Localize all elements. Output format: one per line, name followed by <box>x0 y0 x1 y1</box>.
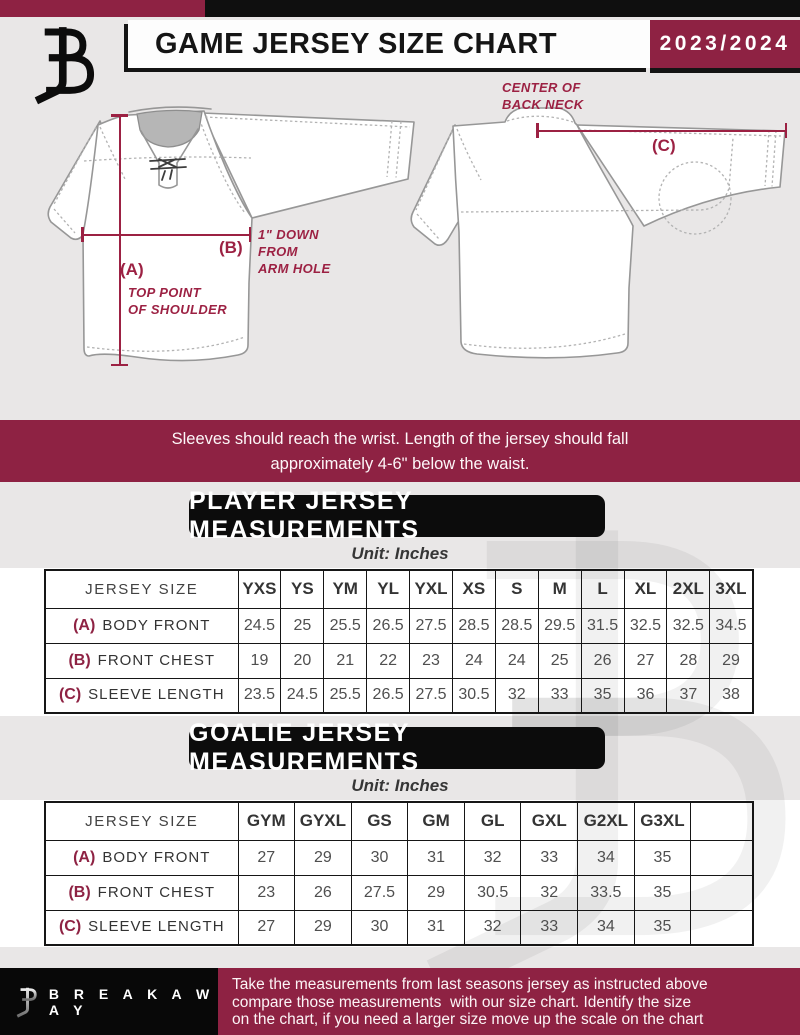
size-value-cell: 31 <box>408 910 465 945</box>
size-value-cell: 34 <box>578 840 635 875</box>
size-value-cell: 23.5 <box>238 678 281 713</box>
player-section-title: PLAYER JERSEY MEASUREMENTS <box>189 495 605 537</box>
goalie-unit-label: Unit: Inches <box>351 776 449 795</box>
player-size-table <box>44 569 754 714</box>
size-value-cell: 24 <box>495 643 538 678</box>
size-value-cell: 26.5 <box>367 608 410 643</box>
size-column-header: YXL <box>410 570 453 608</box>
row-label-text: SLEEVE LENGTH <box>88 918 225 936</box>
row-label <box>45 910 238 945</box>
size-column-header: 3XL <box>710 570 753 608</box>
footer-brand-block <box>0 968 218 1035</box>
size-column-header: G2XL <box>578 802 635 840</box>
size-value-cell: 26 <box>295 875 352 910</box>
measure-line-a-cap-top <box>111 114 128 117</box>
size-value-cell: 27.5 <box>410 678 453 713</box>
size-column-header: GXL <box>521 802 578 840</box>
page-title: GAME JERSEY SIZE CHART <box>128 20 650 68</box>
size-value-cell: 27 <box>238 840 295 875</box>
goalie-section-title: GOALIE JERSEY MEASUREMENTS <box>189 727 605 769</box>
label-a: (A) <box>120 260 144 279</box>
size-column-header: GS <box>351 802 408 840</box>
size-column-header: YL <box>367 570 410 608</box>
row-label-text: BODY FRONT <box>102 848 211 866</box>
size-value-cell: 25.5 <box>324 608 367 643</box>
table-header-row <box>45 802 753 840</box>
table-row <box>45 608 753 643</box>
measure-line-a <box>119 115 122 365</box>
size-column-header: GYM <box>238 802 295 840</box>
footer-line2: compare those measurements with our size chart. Identify the size <box>232 993 692 1011</box>
size-value-cell: 33 <box>521 910 578 945</box>
player-unit-label: Unit: Inches <box>351 544 449 563</box>
breakaway-b-footer-icon <box>13 981 40 1023</box>
size-header-label: JERSEY SIZE <box>45 570 238 608</box>
size-value-cell: 27 <box>238 910 295 945</box>
size-value-cell: 26 <box>581 643 624 678</box>
header-maroon-strip <box>0 0 205 17</box>
row-label <box>45 875 238 910</box>
empty-column-cell <box>691 802 753 840</box>
size-value-cell: 32 <box>464 840 521 875</box>
size-column-header: YXS <box>238 570 281 608</box>
size-value-cell: 27 <box>624 643 667 678</box>
row-label <box>45 840 238 875</box>
table-row <box>45 875 753 910</box>
size-column-header: L <box>581 570 624 608</box>
row-key: (C) <box>58 918 82 936</box>
breakaway-b-logo-icon <box>20 23 100 105</box>
empty-column-cell <box>691 875 753 910</box>
size-value-cell: 30.5 <box>464 875 521 910</box>
size-value-cell: 29 <box>295 840 352 875</box>
size-value-cell: 24 <box>452 643 495 678</box>
label-b: (B) <box>219 238 243 257</box>
back-neck-note: CENTER OF BACK NECK <box>502 80 584 112</box>
front-jersey-diagram <box>40 103 420 370</box>
size-value-cell: 32 <box>464 910 521 945</box>
size-value-cell: 23 <box>410 643 453 678</box>
row-label-text: FRONT CHEST <box>97 883 216 901</box>
measure-line-c-cap-left <box>536 123 539 138</box>
size-column-header: YS <box>281 570 324 608</box>
size-column-header: XL <box>624 570 667 608</box>
size-value-cell: 34 <box>578 910 635 945</box>
size-column-header: 2XL <box>667 570 710 608</box>
row-label <box>45 678 238 713</box>
row-label <box>45 608 238 643</box>
table-row <box>45 840 753 875</box>
measure-line-c-cap-right <box>785 123 788 138</box>
empty-column-cell <box>691 910 753 945</box>
size-value-cell: 19 <box>238 643 281 678</box>
size-value-cell: 30 <box>351 840 408 875</box>
size-column-header: GM <box>408 802 465 840</box>
measure-line-a-cap-bottom <box>111 364 128 367</box>
size-value-cell: 21 <box>324 643 367 678</box>
brand-wordmark: B R E A K A W A Y <box>48 985 215 1018</box>
row-key: (C) <box>58 686 82 704</box>
size-value-cell: 36 <box>624 678 667 713</box>
row-key: (B) <box>68 651 91 669</box>
row-key: (A) <box>73 616 96 634</box>
measure-line-b <box>82 234 250 237</box>
size-value-cell: 28 <box>667 643 710 678</box>
size-value-cell: 25 <box>281 608 324 643</box>
size-value-cell: 24.5 <box>281 678 324 713</box>
size-value-cell: 32 <box>521 875 578 910</box>
shoulder-note: TOP POINT OF SHOULDER <box>128 285 228 317</box>
armhole-note: 1" DOWN FROM ARM HOLE <box>258 227 331 276</box>
size-value-cell: 28.5 <box>495 608 538 643</box>
fit-notice-banner <box>0 420 800 482</box>
size-value-cell: 23 <box>238 875 295 910</box>
row-key: (B) <box>68 883 91 901</box>
size-value-cell: 33 <box>521 840 578 875</box>
fit-notice-line2: approximately 4-6" below the waist. <box>270 455 530 473</box>
size-value-cell: 33.5 <box>578 875 635 910</box>
back-jersey-diagram <box>403 98 790 370</box>
table-header-row <box>45 570 753 608</box>
size-column-header: GYXL <box>295 802 352 840</box>
row-label-text: BODY FRONT <box>102 616 211 634</box>
size-value-cell: 29.5 <box>538 608 581 643</box>
measure-line-c <box>537 130 786 133</box>
size-value-cell: 24.5 <box>238 608 281 643</box>
size-value-cell: 25.5 <box>324 678 367 713</box>
label-c: (C) <box>652 136 676 155</box>
size-value-cell: 31.5 <box>581 608 624 643</box>
row-key: (A) <box>73 848 96 866</box>
fit-notice-line1: Sleeves should reach the wrist. Length of the jersey should fall <box>171 430 629 448</box>
size-value-cell: 33 <box>538 678 581 713</box>
size-value-cell: 35 <box>634 840 691 875</box>
header-black-strip <box>205 0 800 17</box>
empty-column-cell <box>691 840 753 875</box>
size-value-cell: 38 <box>710 678 753 713</box>
size-column-header: M <box>538 570 581 608</box>
size-value-cell: 37 <box>667 678 710 713</box>
size-column-header: XS <box>452 570 495 608</box>
row-label-text: FRONT CHEST <box>97 651 216 669</box>
size-value-cell: 29 <box>408 875 465 910</box>
size-value-cell: 27.5 <box>351 875 408 910</box>
season-badge: 2023/2024 <box>650 20 800 68</box>
size-value-cell: 32.5 <box>667 608 710 643</box>
row-label-text: SLEEVE LENGTH <box>88 686 225 704</box>
size-value-cell: 35 <box>581 678 624 713</box>
size-value-cell: 32 <box>495 678 538 713</box>
table-row <box>45 910 753 945</box>
size-value-cell: 32.5 <box>624 608 667 643</box>
measure-line-b-cap-left <box>81 227 84 242</box>
size-column-header: GL <box>464 802 521 840</box>
size-value-cell: 35 <box>634 875 691 910</box>
size-value-cell: 35 <box>634 910 691 945</box>
footer-line1: Take the measurements from last seasons jersey as instructed above <box>232 976 708 993</box>
size-value-cell: 28.5 <box>452 608 495 643</box>
size-value-cell: 34.5 <box>710 608 753 643</box>
size-value-cell: 26.5 <box>367 678 410 713</box>
size-value-cell: 29 <box>295 910 352 945</box>
goalie-size-table <box>44 801 754 946</box>
footer-line3: on the chart, if you need a larger size move up the scale on the chart <box>232 1011 704 1028</box>
size-value-cell: 31 <box>408 840 465 875</box>
size-value-cell: 30.5 <box>452 678 495 713</box>
size-header-label: JERSEY SIZE <box>45 802 238 840</box>
footer-instructions <box>218 968 800 1035</box>
measure-line-b-cap-right <box>249 227 252 242</box>
size-column-header: YM <box>324 570 367 608</box>
size-value-cell: 25 <box>538 643 581 678</box>
size-value-cell: 30 <box>351 910 408 945</box>
size-value-cell: 29 <box>710 643 753 678</box>
size-column-header: G3XL <box>634 802 691 840</box>
size-value-cell: 27.5 <box>410 608 453 643</box>
table-row <box>45 643 753 678</box>
size-value-cell: 22 <box>367 643 410 678</box>
size-column-header: S <box>495 570 538 608</box>
table-row <box>45 678 753 713</box>
row-label <box>45 643 238 678</box>
size-value-cell: 20 <box>281 643 324 678</box>
